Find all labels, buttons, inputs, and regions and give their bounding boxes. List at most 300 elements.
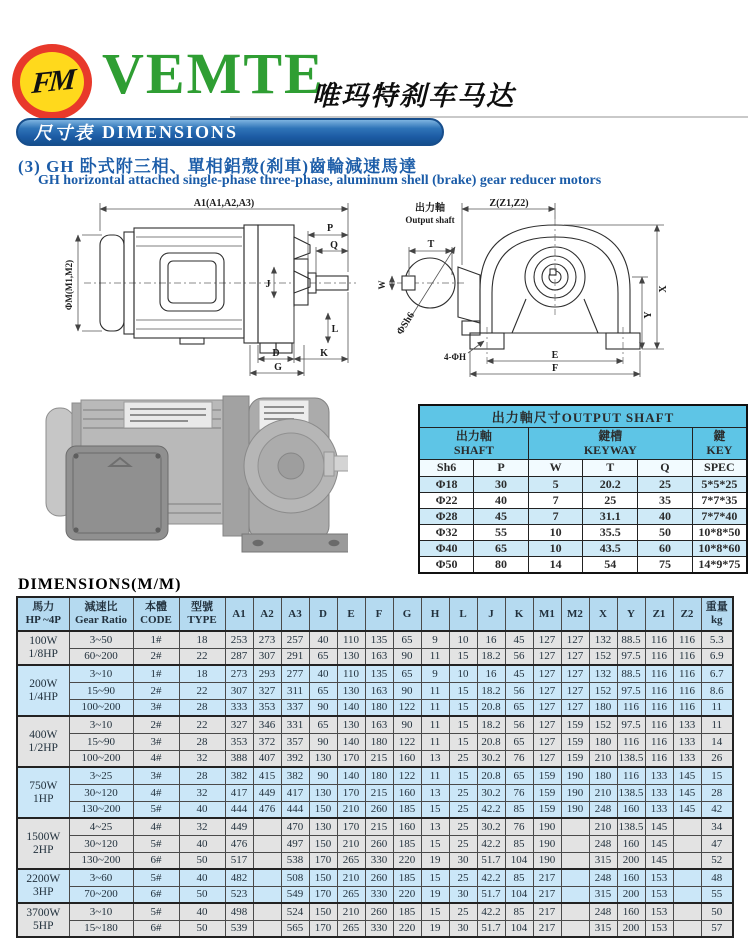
table-cell: 407 bbox=[253, 750, 281, 767]
table-cell: 145 bbox=[645, 852, 673, 869]
table-cell: 122 bbox=[393, 767, 421, 784]
dimensions-row bbox=[17, 716, 733, 733]
product-photo bbox=[28, 386, 348, 566]
column-header: 型號 TYPE bbox=[179, 597, 225, 631]
table-cell: 215 bbox=[365, 818, 393, 835]
table-cell: 42.2 bbox=[477, 801, 505, 818]
table-cell: 20.8 bbox=[477, 733, 505, 750]
table-cell: 51.7 bbox=[477, 920, 505, 937]
table-cell bbox=[561, 869, 589, 886]
table-cell: 170 bbox=[309, 920, 337, 937]
table-cell: 11 bbox=[701, 716, 733, 733]
table-cell: 185 bbox=[393, 835, 421, 852]
column-header: Sh6 bbox=[419, 459, 474, 476]
brand-name-chinese: 唯玛特刹车马达 bbox=[312, 81, 515, 111]
table-cell: 470 bbox=[281, 818, 309, 835]
table-cell: 56 bbox=[505, 716, 533, 733]
table-cell: 127 bbox=[533, 682, 561, 699]
table-cell bbox=[253, 920, 281, 937]
table-cell bbox=[561, 903, 589, 920]
table-cell: 90 bbox=[393, 716, 421, 733]
dim-label-l: L bbox=[331, 324, 339, 335]
table-cell: 28 bbox=[179, 767, 225, 784]
table-cell: 11 bbox=[421, 716, 449, 733]
table-cell: 10 bbox=[528, 540, 583, 556]
dimensions-row bbox=[17, 733, 733, 750]
table-cell: 15~90 bbox=[69, 733, 133, 750]
table-cell: 116 bbox=[645, 733, 673, 750]
table-cell: 90 bbox=[309, 733, 337, 750]
table-cell: 65 bbox=[393, 665, 421, 682]
table-cell bbox=[253, 886, 281, 903]
table-cell: 277 bbox=[281, 665, 309, 682]
table-cell: 180 bbox=[365, 699, 393, 716]
table-cell: 116 bbox=[617, 733, 645, 750]
table-cell bbox=[561, 920, 589, 937]
table-cell: 15 bbox=[701, 767, 733, 784]
table-cell: 110 bbox=[337, 631, 365, 648]
table-cell: 116 bbox=[645, 631, 673, 648]
table-cell: 145 bbox=[645, 835, 673, 852]
table-cell: 159 bbox=[533, 784, 561, 801]
table-cell: 16 bbox=[477, 631, 505, 648]
table-cell: 15 bbox=[449, 699, 477, 716]
dimensions-header-row bbox=[17, 597, 733, 631]
table-cell: 30.2 bbox=[477, 784, 505, 801]
table-cell: 42.2 bbox=[477, 869, 505, 886]
table-cell: 265 bbox=[337, 920, 365, 937]
table-cell: 215 bbox=[365, 750, 393, 767]
table-cell: 133 bbox=[673, 716, 701, 733]
table-cell: 35 bbox=[638, 492, 693, 508]
table-cell: 248 bbox=[589, 869, 617, 886]
table-cell: 273 bbox=[253, 631, 281, 648]
table-cell: 132 bbox=[589, 631, 617, 648]
table-cell: 382 bbox=[225, 767, 253, 784]
table-cell: 65 bbox=[309, 648, 337, 665]
table-cell: 18.2 bbox=[477, 682, 505, 699]
dimensions-row bbox=[17, 648, 733, 665]
table-cell: 18 bbox=[179, 665, 225, 682]
table-cell: 273 bbox=[225, 665, 253, 682]
table-cell: 28 bbox=[701, 784, 733, 801]
table-cell: 508 bbox=[281, 869, 309, 886]
table-cell: 85 bbox=[505, 903, 533, 920]
table-cell: 449 bbox=[253, 784, 281, 801]
table-cell: 50 bbox=[179, 852, 225, 869]
banner-label-cn: 尺寸表 bbox=[34, 123, 94, 143]
table-cell: 40 bbox=[179, 903, 225, 920]
table-cell: 31.1 bbox=[583, 508, 638, 524]
table-cell: 47 bbox=[701, 835, 733, 852]
column-header: T bbox=[583, 459, 638, 476]
section-title-chinese: (3) GH 卧式附三相、單相鋁殼(刹車)齒輪減速馬達 bbox=[18, 157, 418, 176]
column-header: Z1 bbox=[645, 597, 673, 631]
dim-label-4phi-h: 4-ΦH bbox=[444, 352, 466, 362]
dim-label-g: G bbox=[274, 362, 282, 373]
table-cell: 116 bbox=[645, 699, 673, 716]
table-cell: 22 bbox=[179, 648, 225, 665]
table-cell: 45 bbox=[505, 665, 533, 682]
table-cell: 538 bbox=[281, 852, 309, 869]
table-cell: 90 bbox=[393, 648, 421, 665]
table-cell: 40 bbox=[474, 492, 529, 508]
column-header: 馬力 HP ~4P bbox=[17, 597, 69, 631]
dim-label-t: T bbox=[427, 239, 435, 250]
table-cell: 65 bbox=[474, 540, 529, 556]
table-cell: 52 bbox=[701, 852, 733, 869]
table-cell: 159 bbox=[561, 716, 589, 733]
table-cell: 32 bbox=[179, 784, 225, 801]
table-cell: 333 bbox=[225, 699, 253, 716]
table-cell: 32 bbox=[179, 750, 225, 767]
table-cell: 210 bbox=[337, 835, 365, 852]
table-cell: 57 bbox=[701, 920, 733, 937]
table-cell: 127 bbox=[533, 716, 561, 733]
table-cell: Φ18 bbox=[419, 476, 474, 492]
table-cell bbox=[673, 852, 701, 869]
table-cell: 220 bbox=[393, 920, 421, 937]
table-cell: 7 bbox=[528, 508, 583, 524]
table-cell: 65 bbox=[309, 716, 337, 733]
table-cell bbox=[561, 835, 589, 852]
table-cell: 145 bbox=[673, 784, 701, 801]
table-cell: 150 bbox=[309, 903, 337, 920]
table-cell: 127 bbox=[561, 631, 589, 648]
table-cell: 180 bbox=[589, 733, 617, 750]
table-cell: 42.2 bbox=[477, 835, 505, 852]
table-cell: 130 bbox=[337, 682, 365, 699]
table-cell: 153 bbox=[645, 869, 673, 886]
table-cell: 116 bbox=[673, 699, 701, 716]
group-header-cn: 出力軸 bbox=[455, 429, 492, 443]
group-header-shaft bbox=[419, 427, 528, 459]
table-cell: 291 bbox=[281, 648, 309, 665]
table-cell: 20.8 bbox=[477, 699, 505, 716]
table-cell: 415 bbox=[253, 767, 281, 784]
table-cell: 60 bbox=[638, 540, 693, 556]
table-cell: 5# bbox=[133, 869, 179, 886]
table-cell: 65 bbox=[505, 699, 533, 716]
table-cell: 5 bbox=[528, 476, 583, 492]
table-cell: 190 bbox=[533, 835, 561, 852]
group-header-cn: 鍵 bbox=[713, 429, 726, 443]
table-cell: 565 bbox=[281, 920, 309, 937]
output-shaft-table bbox=[418, 404, 748, 574]
dim-label-w: W bbox=[377, 280, 387, 290]
table-cell: 19 bbox=[421, 886, 449, 903]
table-cell: 135 bbox=[365, 665, 393, 682]
table-cell: 40 bbox=[309, 665, 337, 682]
table-cell: 7 bbox=[528, 492, 583, 508]
table-cell: 30 bbox=[449, 852, 477, 869]
table-cell: 170 bbox=[309, 852, 337, 869]
table-cell: 13 bbox=[421, 750, 449, 767]
table-cell: 307 bbox=[253, 648, 281, 665]
table-cell: 3# bbox=[133, 767, 179, 784]
column-header: M2 bbox=[561, 597, 589, 631]
table-cell: 153 bbox=[645, 886, 673, 903]
table-cell: 133 bbox=[673, 733, 701, 750]
table-cell: 130 bbox=[337, 716, 365, 733]
table-cell: 11 bbox=[421, 767, 449, 784]
table-cell: 51.7 bbox=[477, 886, 505, 903]
table-cell: 19 bbox=[421, 920, 449, 937]
table-cell: 75 bbox=[638, 556, 693, 573]
brand-logo-icon bbox=[12, 44, 92, 120]
table-cell: 444 bbox=[225, 801, 253, 818]
dimensions-row bbox=[17, 852, 733, 869]
dim-label-z: Z(Z1,Z2) bbox=[489, 198, 529, 209]
table-cell: 382 bbox=[281, 767, 309, 784]
shaft-table-row bbox=[419, 492, 747, 508]
table-cell: 127 bbox=[561, 699, 589, 716]
table-cell: 140 bbox=[337, 767, 365, 784]
table-cell: 145 bbox=[673, 801, 701, 818]
table-cell: 307 bbox=[225, 682, 253, 699]
table-cell: 190 bbox=[533, 852, 561, 869]
table-cell: 260 bbox=[365, 903, 393, 920]
table-cell: 160 bbox=[393, 818, 421, 835]
table-cell: 210 bbox=[589, 818, 617, 835]
table-cell: 80 bbox=[474, 556, 529, 573]
table-cell: 180 bbox=[589, 767, 617, 784]
shaft-table-row bbox=[419, 540, 747, 556]
table-cell: 3# bbox=[133, 733, 179, 750]
table-cell: 150 bbox=[309, 835, 337, 852]
table-cell: 50 bbox=[638, 524, 693, 540]
table-cell: 220 bbox=[393, 852, 421, 869]
table-cell: 517 bbox=[225, 852, 253, 869]
table-cell: 9 bbox=[421, 631, 449, 648]
table-cell: 45 bbox=[474, 508, 529, 524]
power-cell: 200W 1/4HP bbox=[17, 665, 69, 716]
table-cell: 34 bbox=[701, 818, 733, 835]
table-cell: Φ22 bbox=[419, 492, 474, 508]
table-cell: 220 bbox=[393, 886, 421, 903]
table-cell: 32 bbox=[179, 818, 225, 835]
table-cell: 13 bbox=[421, 784, 449, 801]
dimensions-table-title: DIMENSIONS(M/M) bbox=[18, 576, 182, 593]
table-cell: 190 bbox=[533, 818, 561, 835]
table-cell: 476 bbox=[253, 801, 281, 818]
table-cell: 159 bbox=[533, 801, 561, 818]
table-cell: 210 bbox=[337, 801, 365, 818]
table-cell: 104 bbox=[505, 920, 533, 937]
table-cell: 100~200 bbox=[69, 699, 133, 716]
table-cell: 48 bbox=[701, 869, 733, 886]
shaft-table-row bbox=[419, 524, 747, 540]
table-cell: 14 bbox=[701, 733, 733, 750]
table-cell: 14 bbox=[528, 556, 583, 573]
table-cell: 25 bbox=[449, 869, 477, 886]
group-header-en: SHAFT bbox=[453, 443, 494, 457]
table-cell: 180 bbox=[365, 767, 393, 784]
table-cell: 100~200 bbox=[69, 750, 133, 767]
table-cell: 2# bbox=[133, 682, 179, 699]
table-cell: 127 bbox=[533, 699, 561, 716]
table-cell: 10*8*50 bbox=[692, 524, 747, 540]
column-header: W bbox=[528, 459, 583, 476]
table-cell: 138.5 bbox=[617, 750, 645, 767]
table-cell: 8.6 bbox=[701, 682, 733, 699]
table-cell: 210 bbox=[337, 903, 365, 920]
table-cell: 150 bbox=[309, 869, 337, 886]
column-header: A1 bbox=[225, 597, 253, 631]
power-cell: 2200W 3HP bbox=[17, 869, 69, 903]
dim-label-sh6: ΦSh6 bbox=[394, 310, 418, 337]
table-cell: 50 bbox=[179, 886, 225, 903]
table-cell: 76 bbox=[505, 784, 533, 801]
table-cell: 15~180 bbox=[69, 920, 133, 937]
table-cell: 260 bbox=[365, 801, 393, 818]
table-cell: 26 bbox=[701, 750, 733, 767]
table-cell: 140 bbox=[337, 733, 365, 750]
table-cell: 4# bbox=[133, 784, 179, 801]
table-cell: 163 bbox=[365, 716, 393, 733]
table-cell: 248 bbox=[589, 903, 617, 920]
table-cell: 70~200 bbox=[69, 886, 133, 903]
table-cell: 10 bbox=[449, 631, 477, 648]
table-cell: 116 bbox=[673, 665, 701, 682]
power-cell: 100W 1/8HP bbox=[17, 631, 69, 665]
table-cell: 248 bbox=[589, 801, 617, 818]
table-cell: 40 bbox=[309, 631, 337, 648]
table-cell: 30 bbox=[449, 886, 477, 903]
table-cell: 130~200 bbox=[69, 801, 133, 818]
column-header: Z2 bbox=[673, 597, 701, 631]
table-cell: 6.9 bbox=[701, 648, 733, 665]
table-cell: 10*8*60 bbox=[692, 540, 747, 556]
table-cell bbox=[673, 920, 701, 937]
table-cell: 22 bbox=[179, 716, 225, 733]
table-cell: 10 bbox=[449, 665, 477, 682]
table-cell: 40 bbox=[179, 835, 225, 852]
column-header: F bbox=[365, 597, 393, 631]
table-cell: 152 bbox=[589, 716, 617, 733]
table-cell: 170 bbox=[309, 886, 337, 903]
table-cell bbox=[253, 835, 281, 852]
table-cell: 170 bbox=[337, 818, 365, 835]
table-cell: 524 bbox=[281, 903, 309, 920]
table-cell: 18.2 bbox=[477, 648, 505, 665]
dim-label-p: P bbox=[326, 223, 334, 234]
table-cell: 145 bbox=[673, 767, 701, 784]
table-cell bbox=[253, 852, 281, 869]
table-cell: 6# bbox=[133, 852, 179, 869]
table-cell: 13 bbox=[421, 818, 449, 835]
dimensions-row bbox=[17, 869, 733, 886]
shaft-table-group-row bbox=[419, 427, 747, 459]
table-cell: 153 bbox=[645, 903, 673, 920]
table-cell: 449 bbox=[225, 818, 253, 835]
table-cell: 15 bbox=[449, 648, 477, 665]
table-cell: 55 bbox=[474, 524, 529, 540]
table-cell: 3~10 bbox=[69, 665, 133, 682]
table-cell: 331 bbox=[281, 716, 309, 733]
table-cell: 5.3 bbox=[701, 631, 733, 648]
table-cell: 160 bbox=[617, 835, 645, 852]
table-cell: 200 bbox=[617, 920, 645, 937]
column-header: X bbox=[589, 597, 617, 631]
table-cell: 88.5 bbox=[617, 665, 645, 682]
power-cell: 1500W 2HP bbox=[17, 818, 69, 869]
table-cell: 116 bbox=[645, 682, 673, 699]
table-cell: 116 bbox=[617, 699, 645, 716]
output-shaft-title-cn: 出力軸 bbox=[415, 203, 445, 214]
table-cell: 539 bbox=[225, 920, 253, 937]
table-cell: 3~10 bbox=[69, 716, 133, 733]
column-header: G bbox=[393, 597, 421, 631]
table-cell bbox=[673, 818, 701, 835]
table-cell: 15 bbox=[449, 716, 477, 733]
table-cell: 90 bbox=[393, 682, 421, 699]
table-cell: 11 bbox=[701, 699, 733, 716]
table-cell: 159 bbox=[561, 733, 589, 750]
table-cell: 25 bbox=[449, 818, 477, 835]
group-header-cn: 鍵槽 bbox=[598, 429, 623, 443]
table-cell: Φ28 bbox=[419, 508, 474, 524]
table-cell: 2# bbox=[133, 648, 179, 665]
table-cell: 54 bbox=[583, 556, 638, 573]
table-cell: 25 bbox=[449, 835, 477, 852]
column-header: J bbox=[477, 597, 505, 631]
column-header: A2 bbox=[253, 597, 281, 631]
table-cell: 122 bbox=[393, 699, 421, 716]
table-cell bbox=[561, 852, 589, 869]
table-cell bbox=[673, 869, 701, 886]
column-header: L bbox=[449, 597, 477, 631]
dimensions-row bbox=[17, 835, 733, 852]
group-header-keyway bbox=[528, 427, 692, 459]
dimensions-table bbox=[16, 596, 734, 938]
table-cell: 160 bbox=[393, 784, 421, 801]
table-cell: 15 bbox=[421, 835, 449, 852]
table-cell bbox=[561, 886, 589, 903]
table-cell: 327 bbox=[253, 682, 281, 699]
table-cell: 315 bbox=[589, 852, 617, 869]
table-cell: 6# bbox=[133, 920, 179, 937]
table-cell: 1# bbox=[133, 631, 179, 648]
table-cell: 130~200 bbox=[69, 852, 133, 869]
table-cell: 200 bbox=[617, 886, 645, 903]
table-cell: 65 bbox=[309, 682, 337, 699]
table-cell: 116 bbox=[617, 767, 645, 784]
table-cell: 180 bbox=[589, 699, 617, 716]
table-cell: 42.2 bbox=[477, 903, 505, 920]
table-cell: 11 bbox=[421, 699, 449, 716]
dim-label-d: D bbox=[272, 348, 280, 359]
table-cell: 482 bbox=[225, 869, 253, 886]
banner-label-en: DIMENSIONS bbox=[102, 121, 239, 142]
table-cell: 22 bbox=[179, 682, 225, 699]
table-cell: 200 bbox=[617, 852, 645, 869]
table-cell: 127 bbox=[561, 665, 589, 682]
table-cell: 140 bbox=[337, 699, 365, 716]
table-cell bbox=[253, 818, 281, 835]
table-cell: 65 bbox=[505, 767, 533, 784]
table-cell: 217 bbox=[533, 869, 561, 886]
table-cell: 417 bbox=[225, 784, 253, 801]
table-cell: 97.5 bbox=[617, 716, 645, 733]
table-cell: 28 bbox=[179, 699, 225, 716]
table-cell: 25 bbox=[449, 903, 477, 920]
table-cell: 293 bbox=[253, 665, 281, 682]
dimensions-row bbox=[17, 699, 733, 716]
table-cell: 4~25 bbox=[69, 818, 133, 835]
table-cell: 5# bbox=[133, 903, 179, 920]
dimensions-row bbox=[17, 682, 733, 699]
